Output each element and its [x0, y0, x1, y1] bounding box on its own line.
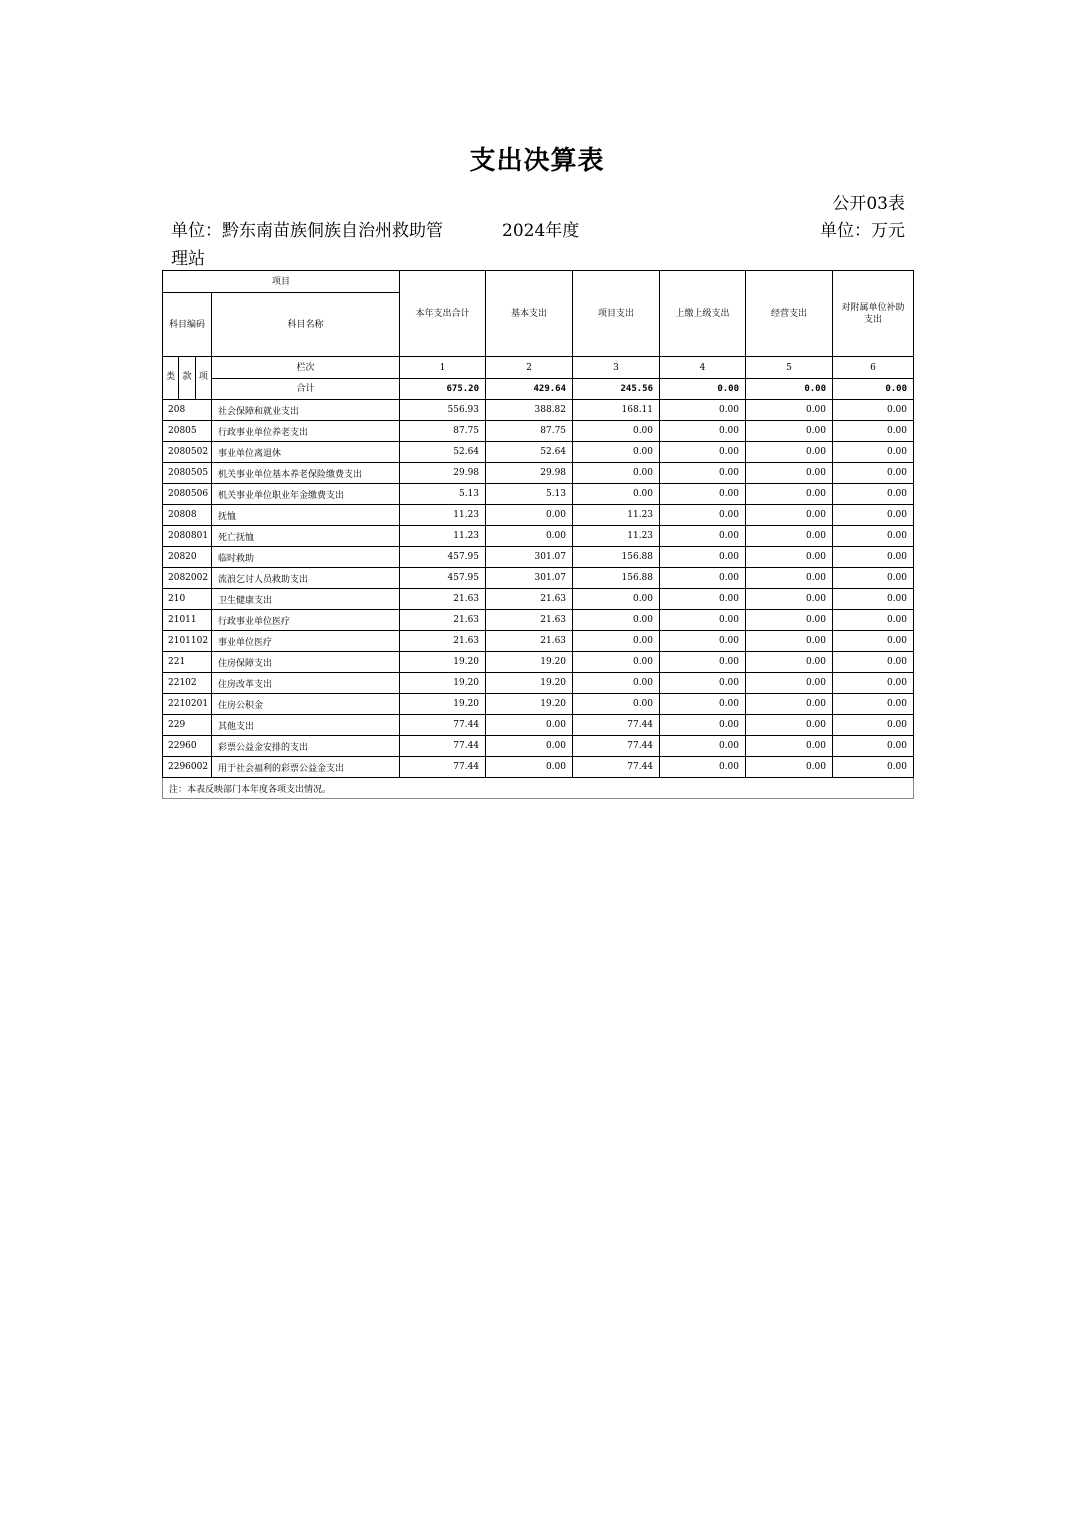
header-code: 科目编码	[163, 293, 212, 357]
subject-name: 行政事业单位医疗	[212, 610, 400, 631]
amount-cell: 0.00	[486, 736, 573, 757]
amount-cell: 0.00	[573, 484, 660, 505]
subject-code: 20820	[163, 547, 212, 568]
header-col-total: 本年支出合计	[400, 271, 486, 357]
amount-cell: 21.63	[486, 631, 573, 652]
amount-cell: 0.00	[573, 631, 660, 652]
amount-cell: 29.98	[486, 463, 573, 484]
amount-cell: 0.00	[660, 694, 746, 715]
amount-cell: 0.00	[833, 652, 914, 673]
table-row	[163, 547, 914, 568]
amount-cell: 19.20	[400, 673, 486, 694]
table-row	[163, 400, 914, 421]
amount-cell: 0.00	[833, 610, 914, 631]
subject-name: 用于社会福利的彩票公益金支出	[212, 757, 400, 778]
total-label: 合计	[212, 379, 400, 400]
header-n2: 2	[486, 357, 573, 379]
amount-cell: 5.13	[486, 484, 573, 505]
header-project: 项目	[163, 271, 400, 293]
amount-cell: 21.63	[486, 610, 573, 631]
subject-code: 2080506	[163, 484, 212, 505]
amount-cell: 0.00	[660, 568, 746, 589]
amount-cell: 0.00	[486, 715, 573, 736]
table-row	[163, 673, 914, 694]
amount-cell: 0.00	[746, 652, 833, 673]
amount-cell: 0.00	[660, 673, 746, 694]
total-cell: 245.56	[573, 379, 660, 400]
header-n3: 3	[573, 357, 660, 379]
amount-cell: 0.00	[746, 484, 833, 505]
subject-name: 机关事业单位基本养老保险缴费支出	[212, 463, 400, 484]
subject-code: 20805	[163, 421, 212, 442]
table-row	[163, 484, 914, 505]
amount-cell: 11.23	[573, 526, 660, 547]
amount-cell: 29.98	[400, 463, 486, 484]
amount-cell: 0.00	[746, 610, 833, 631]
form-code: 公开03表	[832, 194, 905, 214]
amount-cell: 0.00	[833, 505, 914, 526]
subject-name: 临时救助	[212, 547, 400, 568]
amount-cell: 156.88	[573, 547, 660, 568]
amount-cell: 77.44	[573, 715, 660, 736]
subject-code: 221	[163, 652, 212, 673]
table-row	[163, 568, 914, 589]
amount-cell: 388.82	[486, 400, 573, 421]
header-n5: 5	[746, 357, 833, 379]
amount-cell: 0.00	[573, 421, 660, 442]
amount-cell: 77.44	[400, 757, 486, 778]
amount-cell: 77.44	[400, 736, 486, 757]
amount-cell: 556.93	[400, 400, 486, 421]
amount-cell: 0.00	[660, 715, 746, 736]
header-col-business: 经营支出	[746, 271, 833, 357]
amount-cell: 0.00	[833, 526, 914, 547]
amount-cell: 0.00	[833, 631, 914, 652]
reporting-unit: 单位：黔东南苗族侗族自治州救助管理站	[171, 221, 443, 269]
subject-code: 21011	[163, 610, 212, 631]
amount-cell: 0.00	[660, 484, 746, 505]
amount-cell: 52.64	[400, 442, 486, 463]
amount-cell: 19.20	[486, 673, 573, 694]
amount-cell: 0.00	[660, 610, 746, 631]
subject-code: 2210201	[163, 694, 212, 715]
subject-name: 事业单位医疗	[212, 631, 400, 652]
subject-name: 流浪乞讨人员救助支出	[212, 568, 400, 589]
amount-cell: 0.00	[660, 526, 746, 547]
subject-name: 机关事业单位职业年金缴费支出	[212, 484, 400, 505]
subject-code: 22102	[163, 673, 212, 694]
subject-name: 社会保障和就业支出	[212, 400, 400, 421]
amount-cell: 0.00	[660, 421, 746, 442]
subject-code: 2080502	[163, 442, 212, 463]
total-row	[163, 379, 914, 400]
subject-name: 住房改革支出	[212, 673, 400, 694]
amount-cell: 0.00	[660, 589, 746, 610]
amount-cell: 0.00	[833, 421, 914, 442]
subject-name: 抚恤	[212, 505, 400, 526]
header-col-basic: 基本支出	[486, 271, 573, 357]
amount-cell: 0.00	[486, 526, 573, 547]
amount-cell: 0.00	[660, 736, 746, 757]
amount-cell: 21.63	[486, 589, 573, 610]
header-name: 科目名称	[212, 293, 400, 357]
table-row	[163, 463, 914, 484]
amount-cell: 0.00	[833, 400, 914, 421]
header-xiang: 项	[195, 357, 211, 399]
header-n4: 4	[660, 357, 746, 379]
header-lei: 类	[166, 372, 176, 382]
subject-code: 2080505	[163, 463, 212, 484]
amount-cell: 21.63	[400, 631, 486, 652]
subject-code: 2082002	[163, 568, 212, 589]
table-row	[163, 652, 914, 673]
amount-cell: 0.00	[573, 610, 660, 631]
amount-cell: 0.00	[746, 505, 833, 526]
amount-cell: 19.20	[486, 652, 573, 673]
subject-name: 卫生健康支出	[212, 589, 400, 610]
total-cell: 0.00	[660, 379, 746, 400]
total-cell: 429.64	[486, 379, 573, 400]
subject-name: 住房保障支出	[212, 652, 400, 673]
amount-cell: 0.00	[746, 463, 833, 484]
amount-cell: 0.00	[746, 568, 833, 589]
subject-code: 20808	[163, 505, 212, 526]
header-col-upper: 上缴上级支出	[660, 271, 746, 357]
total-cell: 675.20	[400, 379, 486, 400]
amount-cell: 19.20	[486, 694, 573, 715]
amount-cell: 0.00	[833, 736, 914, 757]
amount-cell: 0.00	[746, 631, 833, 652]
amount-cell: 11.23	[573, 505, 660, 526]
amount-cell: 0.00	[833, 547, 914, 568]
subject-name: 住房公积金	[212, 694, 400, 715]
amount-cell: 0.00	[486, 505, 573, 526]
amount-cell: 0.00	[746, 421, 833, 442]
amount-cell: 0.00	[833, 484, 914, 505]
header-kuan: 款	[178, 357, 194, 399]
amount-cell: 0.00	[746, 715, 833, 736]
total-cell: 0.00	[746, 379, 833, 400]
amount-cell: 19.20	[400, 652, 486, 673]
fiscal-year: 2024年度	[502, 221, 580, 241]
table-row	[163, 610, 914, 631]
amount-cell: 0.00	[573, 694, 660, 715]
amount-cell: 457.95	[400, 568, 486, 589]
amount-cell: 0.00	[833, 694, 914, 715]
subject-code: 2296002	[163, 757, 212, 778]
header-n6: 6	[833, 357, 914, 379]
amount-cell: 0.00	[486, 757, 573, 778]
amount-cell: 5.13	[400, 484, 486, 505]
table-row	[163, 526, 914, 547]
amount-cell: 0.00	[746, 757, 833, 778]
amount-cell: 0.00	[746, 673, 833, 694]
amount-cell: 0.00	[660, 505, 746, 526]
subject-code: 2080801	[163, 526, 212, 547]
amount-cell: 0.00	[833, 568, 914, 589]
page-title: 支出决算表	[469, 146, 605, 176]
subject-name: 彩票公益金安排的支出	[212, 736, 400, 757]
amount-cell: 21.63	[400, 610, 486, 631]
amount-cell: 0.00	[573, 463, 660, 484]
amount-cell: 0.00	[746, 589, 833, 610]
amount-cell: 0.00	[833, 715, 914, 736]
subject-code: 208	[163, 400, 212, 421]
subject-name: 死亡抚恤	[212, 526, 400, 547]
amount-cell: 11.23	[400, 526, 486, 547]
amount-cell: 0.00	[573, 589, 660, 610]
amount-cell: 87.75	[400, 421, 486, 442]
amount-cell: 0.00	[660, 400, 746, 421]
subject-code: 2101102	[163, 631, 212, 652]
table-row	[163, 694, 914, 715]
header-lanci: 栏次	[212, 357, 400, 379]
amount-cell: 301.07	[486, 568, 573, 589]
header-category-levels	[163, 357, 212, 400]
amount-cell: 0.00	[833, 589, 914, 610]
subject-code: 229	[163, 715, 212, 736]
amount-cell: 87.75	[486, 421, 573, 442]
amount-cell: 168.11	[573, 400, 660, 421]
header-col-subsidy: 对附属单位补助支出	[833, 271, 914, 357]
subject-name: 行政事业单位养老支出	[212, 421, 400, 442]
amount-cell: 457.95	[400, 547, 486, 568]
table-row	[163, 505, 914, 526]
header-col-project: 项目支出	[573, 271, 660, 357]
table-row	[163, 736, 914, 757]
amount-cell: 0.00	[660, 631, 746, 652]
amount-cell: 77.44	[573, 736, 660, 757]
amount-cell: 0.00	[660, 547, 746, 568]
amount-cell: 156.88	[573, 568, 660, 589]
amount-cell: 0.00	[573, 652, 660, 673]
table-note: 注：本表反映部门本年度各项支出情况。	[163, 778, 914, 799]
table-row	[163, 757, 914, 778]
amount-cell: 0.00	[833, 442, 914, 463]
table-row	[163, 589, 914, 610]
amount-cell: 0.00	[660, 463, 746, 484]
subject-code: 22960	[163, 736, 212, 757]
subject-name: 其他支出	[212, 715, 400, 736]
amount-cell: 0.00	[573, 442, 660, 463]
subject-name: 事业单位离退休	[212, 442, 400, 463]
amount-cell: 21.63	[400, 589, 486, 610]
amount-cell: 0.00	[833, 673, 914, 694]
expenditure-table	[162, 270, 914, 799]
table-row	[163, 442, 914, 463]
amount-cell: 0.00	[660, 442, 746, 463]
amount-cell: 77.44	[573, 757, 660, 778]
table-row	[163, 631, 914, 652]
amount-cell: 301.07	[486, 547, 573, 568]
amount-cell: 0.00	[746, 400, 833, 421]
header-n1: 1	[400, 357, 486, 379]
amount-cell: 0.00	[746, 694, 833, 715]
amount-cell: 0.00	[660, 757, 746, 778]
table-row	[163, 715, 914, 736]
amount-cell: 0.00	[833, 463, 914, 484]
currency-unit: 单位：万元	[820, 221, 905, 241]
amount-cell: 52.64	[486, 442, 573, 463]
amount-cell: 0.00	[746, 526, 833, 547]
amount-cell: 11.23	[400, 505, 486, 526]
amount-cell: 77.44	[400, 715, 486, 736]
amount-cell: 0.00	[746, 736, 833, 757]
subject-code: 210	[163, 589, 212, 610]
amount-cell: 0.00	[833, 757, 914, 778]
amount-cell: 0.00	[746, 547, 833, 568]
amount-cell: 0.00	[573, 673, 660, 694]
amount-cell: 0.00	[746, 442, 833, 463]
total-cell: 0.00	[833, 379, 914, 400]
amount-cell: 0.00	[660, 652, 746, 673]
table-row	[163, 421, 914, 442]
amount-cell: 19.20	[400, 694, 486, 715]
